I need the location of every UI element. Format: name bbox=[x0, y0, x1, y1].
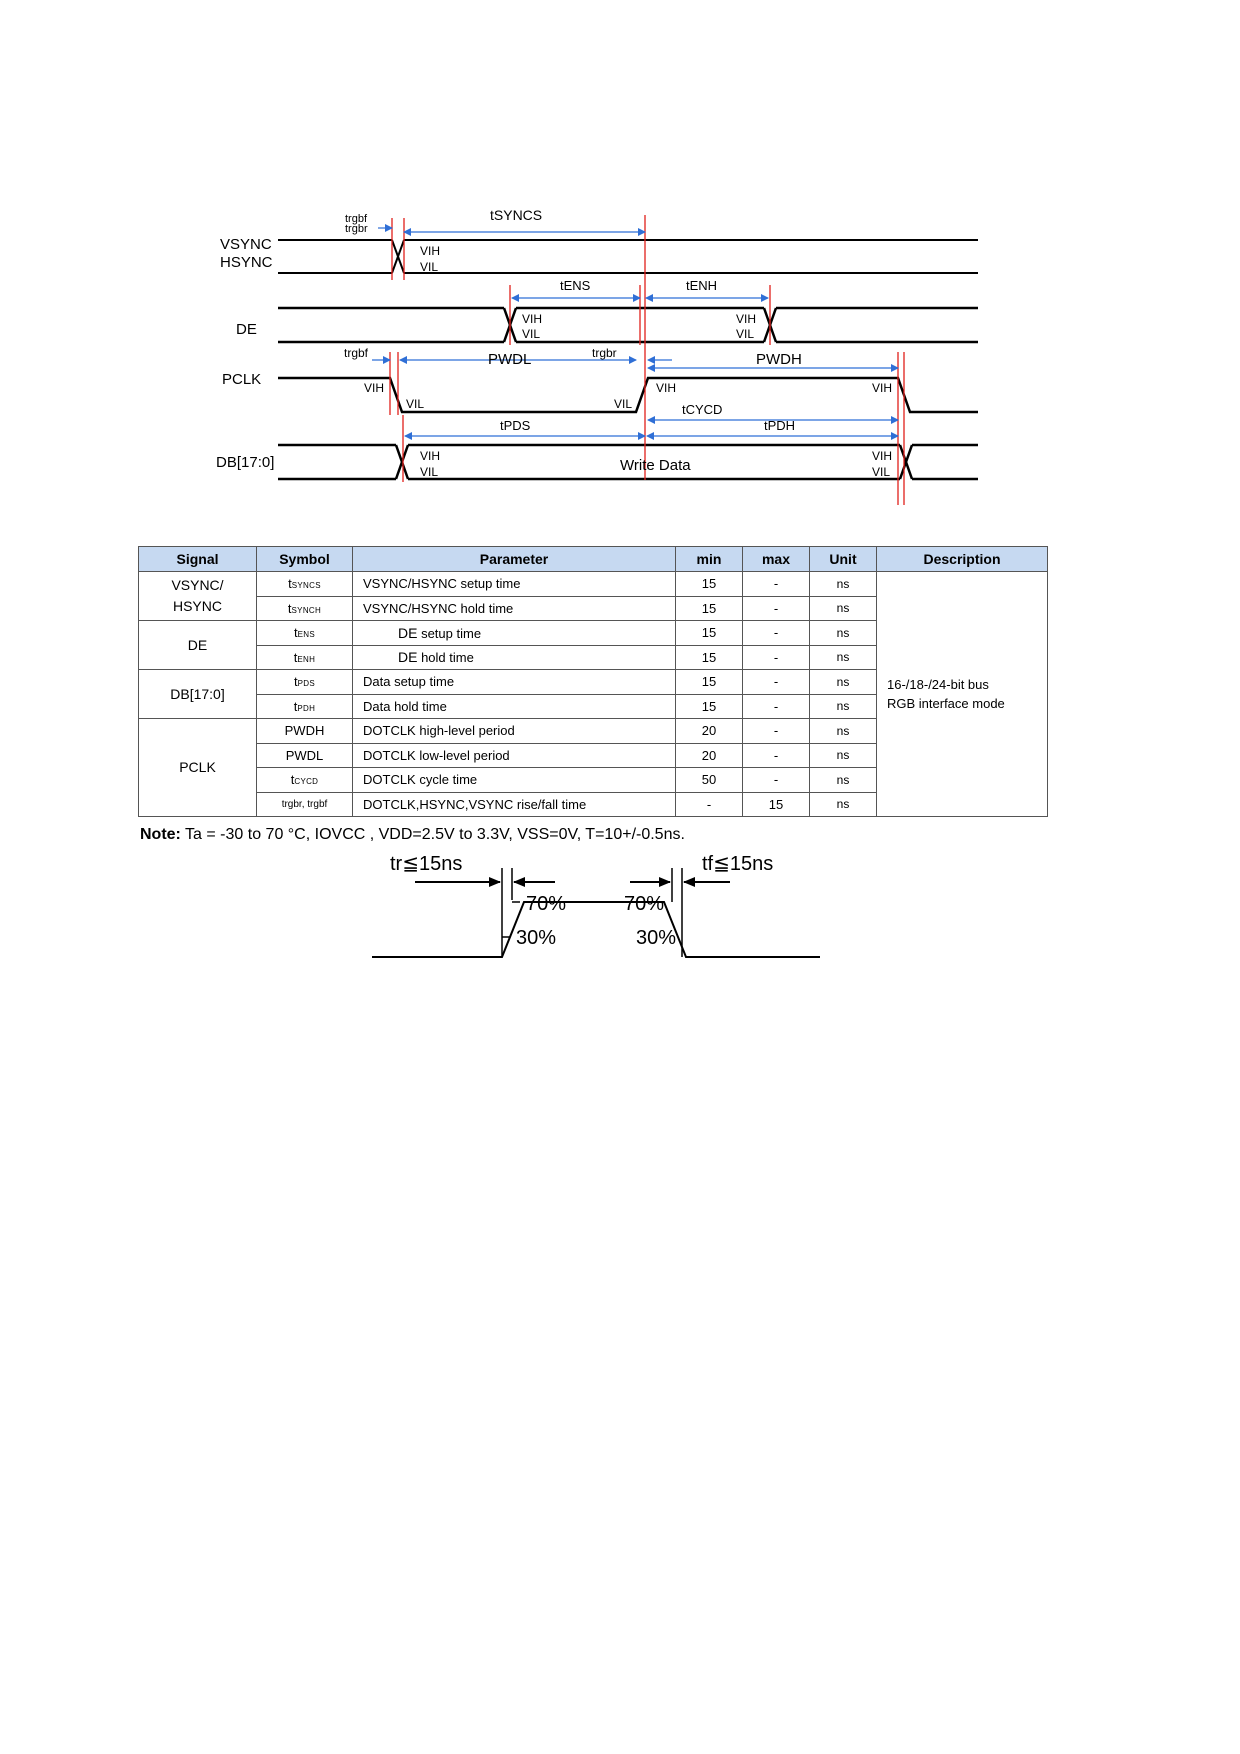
vil-vsync: VIL bbox=[420, 260, 439, 274]
signal-hsync-text: HSYNC bbox=[172, 598, 222, 614]
symbol-cell: tPDS bbox=[257, 670, 353, 695]
vih-pclk-3: VIH bbox=[872, 381, 893, 395]
table-header-row bbox=[139, 547, 1048, 572]
vsync-hsync-waveform bbox=[278, 240, 978, 273]
header-description: Description bbox=[877, 547, 1048, 572]
vih-db-2: VIH bbox=[872, 449, 893, 463]
label-trgbf-pclk: trgbf bbox=[344, 346, 369, 360]
pct70-right: 70% bbox=[624, 893, 665, 915]
unit-cell: ns bbox=[810, 694, 877, 719]
min-cell: 15 bbox=[676, 572, 743, 597]
pct30-right: 30% bbox=[636, 927, 677, 949]
min-cell: 20 bbox=[676, 719, 743, 744]
header-unit: Unit bbox=[810, 547, 877, 572]
max-cell: - bbox=[743, 670, 810, 695]
max-cell: 15 bbox=[743, 792, 810, 817]
signal-vsync-text: VSYNC/ bbox=[171, 577, 224, 593]
label-pwdl: PWDL bbox=[488, 351, 532, 368]
max-cell: - bbox=[743, 596, 810, 621]
min-cell: 15 bbox=[676, 596, 743, 621]
label-vsync: VSYNC bbox=[220, 236, 272, 253]
signal-vsync-hsync bbox=[139, 572, 257, 621]
min-cell: 15 bbox=[676, 670, 743, 695]
unit-cell: ns bbox=[810, 768, 877, 793]
label-hsync: HSYNC bbox=[220, 254, 273, 271]
max-cell: - bbox=[743, 621, 810, 646]
note-text: Ta = -30 to 70 °C, IOVCC , VDD=2.5V to 3.3V, VSS=0V, T=10+/-0.5ns. bbox=[185, 826, 685, 843]
vil-pclk-1: VIL bbox=[406, 397, 425, 411]
parameter-cell: DE setup time bbox=[353, 621, 676, 646]
parameter-cell: Data hold time bbox=[353, 694, 676, 719]
label-tpdh: tPDH bbox=[764, 418, 796, 433]
header-max: max bbox=[743, 547, 810, 572]
vih-vsync: VIH bbox=[420, 244, 441, 258]
min-cell: 15 bbox=[676, 645, 743, 670]
symbol-cell: tSYNCS bbox=[257, 572, 353, 597]
label-trgbr-top: trgbr bbox=[345, 223, 368, 235]
symbol-cell: tPDH bbox=[257, 694, 353, 719]
parameter-cell: VSYNC/HSYNC hold time bbox=[353, 596, 676, 621]
unit-cell: ns bbox=[810, 670, 877, 695]
symbol-cell: trgbr, trgbf bbox=[257, 792, 353, 817]
vil-pclk-2: VIL bbox=[614, 397, 633, 411]
tr-label: tr≦15ns bbox=[390, 853, 463, 875]
max-cell: - bbox=[743, 719, 810, 744]
timing-table bbox=[138, 546, 1048, 817]
timing-diagram bbox=[0, 0, 1240, 530]
table-note bbox=[140, 826, 685, 844]
parameter-cell: DOTCLK high-level period bbox=[353, 719, 676, 744]
unit-cell: ns bbox=[810, 743, 877, 768]
vil-db-1: VIL bbox=[420, 465, 439, 479]
symbol-cell: tENS bbox=[257, 621, 353, 646]
parameter-cell: Data setup time bbox=[353, 670, 676, 695]
header-signal: Signal bbox=[139, 547, 257, 572]
de-waveform bbox=[278, 308, 978, 342]
min-cell: - bbox=[676, 792, 743, 817]
label-trgbr-pclk: trgbr bbox=[592, 346, 617, 360]
timing-arrows bbox=[372, 228, 898, 436]
label-pwdh: PWDH bbox=[756, 351, 802, 368]
description-line1: 16-/18-/24-bit bus bbox=[887, 677, 989, 692]
pct30-left: 30% bbox=[516, 927, 557, 949]
max-cell: - bbox=[743, 645, 810, 670]
label-tcycd: tCYCD bbox=[682, 402, 723, 417]
min-cell: 15 bbox=[676, 694, 743, 719]
vil-de-1: VIL bbox=[522, 327, 541, 341]
description-cell bbox=[877, 572, 1048, 817]
unit-cell: ns bbox=[810, 645, 877, 670]
table-row bbox=[139, 572, 1048, 597]
unit-cell: ns bbox=[810, 719, 877, 744]
max-cell: - bbox=[743, 572, 810, 597]
max-cell: - bbox=[743, 694, 810, 719]
label-trgbf-top: trgbf bbox=[345, 213, 368, 225]
parameter-cell: DOTCLK low-level period bbox=[353, 743, 676, 768]
symbol-cell: tSYNCH bbox=[257, 596, 353, 621]
signal-de: DE bbox=[139, 621, 257, 670]
vil-de-2: VIL bbox=[736, 327, 755, 341]
write-data-label: Write Data bbox=[620, 457, 691, 474]
parameter-cell: VSYNC/HSYNC setup time bbox=[353, 572, 676, 597]
vih-de-1: VIH bbox=[522, 312, 543, 326]
label-tens: tENS bbox=[560, 278, 591, 293]
label-de: DE bbox=[236, 321, 257, 338]
vih-pclk-2: VIH bbox=[656, 381, 677, 395]
unit-cell: ns bbox=[810, 621, 877, 646]
header-min: min bbox=[676, 547, 743, 572]
symbol-cell: tENH bbox=[257, 645, 353, 670]
unit-cell: ns bbox=[810, 792, 877, 817]
vih-de-2: VIH bbox=[736, 312, 757, 326]
unit-cell: ns bbox=[810, 596, 877, 621]
parameter-cell: DE hold time bbox=[353, 645, 676, 670]
symbol-cell: PWDH bbox=[257, 719, 353, 744]
label-tsyncs: tSYNCS bbox=[490, 207, 543, 223]
min-cell: 15 bbox=[676, 621, 743, 646]
max-cell: - bbox=[743, 743, 810, 768]
label-pclk: PCLK bbox=[222, 371, 262, 388]
label-tpds: tPDS bbox=[500, 418, 531, 433]
signal-db: DB[17:0] bbox=[139, 670, 257, 719]
vih-db-1: VIH bbox=[420, 449, 441, 463]
symbol-cell: PWDL bbox=[257, 743, 353, 768]
min-cell: 20 bbox=[676, 743, 743, 768]
unit-cell: ns bbox=[810, 572, 877, 597]
rise-fall-waveform bbox=[372, 868, 820, 957]
vih-pclk-1: VIH bbox=[364, 381, 385, 395]
header-symbol: Symbol bbox=[257, 547, 353, 572]
label-db: DB[17:0] bbox=[216, 454, 275, 471]
signal-pclk: PCLK bbox=[139, 719, 257, 817]
parameter-cell: DOTCLK,HSYNC,VSYNC rise/fall time bbox=[353, 792, 676, 817]
min-cell: 50 bbox=[676, 768, 743, 793]
note-label: Note: bbox=[140, 826, 181, 843]
vil-db-2: VIL bbox=[872, 465, 891, 479]
header-parameter: Parameter bbox=[353, 547, 676, 572]
pct70-left: 70% bbox=[526, 893, 567, 915]
max-cell: - bbox=[743, 768, 810, 793]
label-tenh: tENH bbox=[686, 278, 718, 293]
description-line2: RGB interface mode bbox=[887, 696, 1005, 711]
tf-label: tf≦15ns bbox=[702, 853, 774, 875]
parameter-cell: DOTCLK cycle time bbox=[353, 768, 676, 793]
symbol-cell: tCYCD bbox=[257, 768, 353, 793]
